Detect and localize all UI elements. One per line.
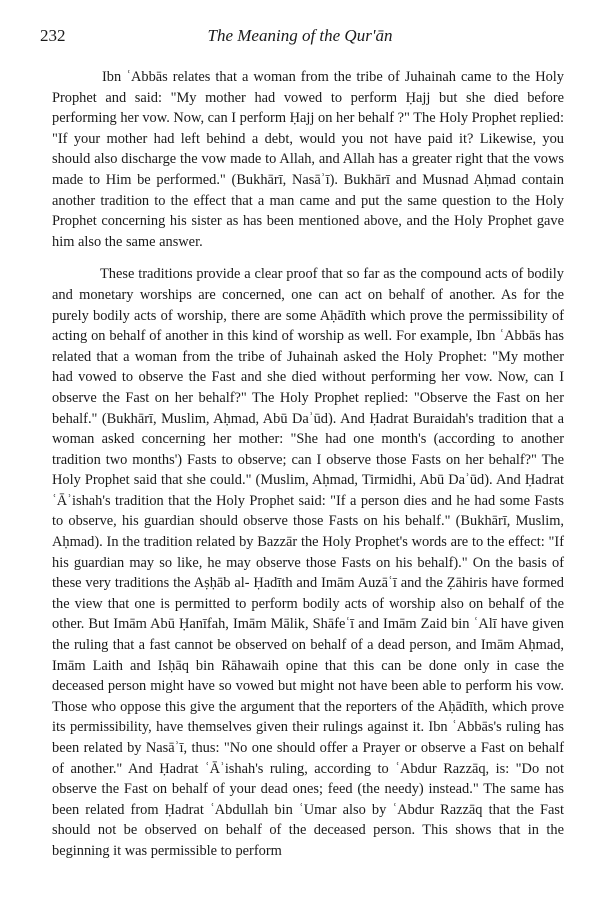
page-header	[40, 26, 560, 50]
body-text	[52, 67, 564, 862]
paragraph-ibn-abbas-hajj: Ibn ʿAbbās relates that a woman from the tribe of Juhainah came to the Holy Prophet and said: "My mother had vowed to perform Ḥajj but she died before performing her vow. Now, can I perform Ḥajj on her behalf ?" The Holy Prophet replied: "If your mother had left behind a debt, would you not have paid it? Likewise, you should also discharge the vow made to Allah, and Allah has a greater right that the vows made to Him be performed." (Bukhārī, Nasāʾī). Bukhārī and Musnad Aḥmad contain another tradition to the effect that a man came and put the same question to the Holy Prophet concerning his sister as has been mentioned above, and the Holy Prophet gave him also the same answer.	[52, 69, 564, 250]
paragraph-traditions-proof: These traditions provide a clear proof that so far as the compound acts of bodily and monetary worships are concerned, one can act on behalf of another. As for the purely bodily acts of worship, there are some Aḥādīth which prove the permissibility of acting on behalf of another in this kind of worship as well. For example, Ibn ʿAbbās has related that a woman from the tribe of Juhainah asked the Holy Prophet: "My mother had vowed to observe the Fast and she died without performing her vow. Now, can I observe the Fast on her behalf?" The Holy Prophet replied: "Observe the Fast on her behalf." (Bukhārī, Muslim, Aḥmad, Abū Daʾūd). And Ḥadrat Buraidah's tradition that a woman asked concerning her mother: "She had one month's (according to another tradition two months') Fasts to observe; can I observe those Fasts on her behalf?" The Holy Prophet said that she could." (Muslim, Aḥmad, Tirmidhi, Abū Daʾūd). And Ḥadrat ʿĀʾishah's tradition that the Holy Prophet said: "If a person dies and he had some Fasts to observe, his guardian should observe those Fasts on his behalf." (Bukhārī, Muslim, Aḥmad). In the tradition related by Bazzār the Holy Prophet's words are to the effect: "If his guardian may so like, he may observe those Fasts on his behalf)." On the basis of these very traditions the Aṣḥāb al- Ḥadīth and Imām Auzāʿī and the Ẓāhiris have formed the view that one is permitted to perform bodily acts of worship also on behalf of the other. But Imām Abū Ḥanīfah, Imām Mālik, Shāfeʿī and Imām Zaid bin ʿAlī have given the ruling that a fast cannot be observed on behalf of a dead person, and Imām Aḥmad, Imām Laith and Isḥāq bin Rāhawaih opine that this can be done only in case the deceased person might have so vowed but might not have been able to perform his vow. Those who oppose this give the argument that the reporters of the Aḥādīth, which prove its permissibility, have themselves given their rulings against it. Ibn ʿAbbās's ruling has been related by Nasāʾī, thus: "No one should offer a Prayer or observe a Fast on behalf of another." And Ḥadrat ʿĀʾishah's ruling, according to ʿAbdur Razzāq, is: "Do not observe the Fast on behalf of your dead ones; feed (the needy) instead." The same has been related from Ḥadrat ʿAbdullah bin ʿUmar also by ʿAbdur Razzāq that the Fast should not be observed on behalf of the deceased person. This shows that in the beginning it was permissible to perform	[52, 266, 564, 859]
running-title: The Meaning of the Qur'ān	[207, 26, 393, 45]
page-number: 232	[40, 26, 66, 45]
